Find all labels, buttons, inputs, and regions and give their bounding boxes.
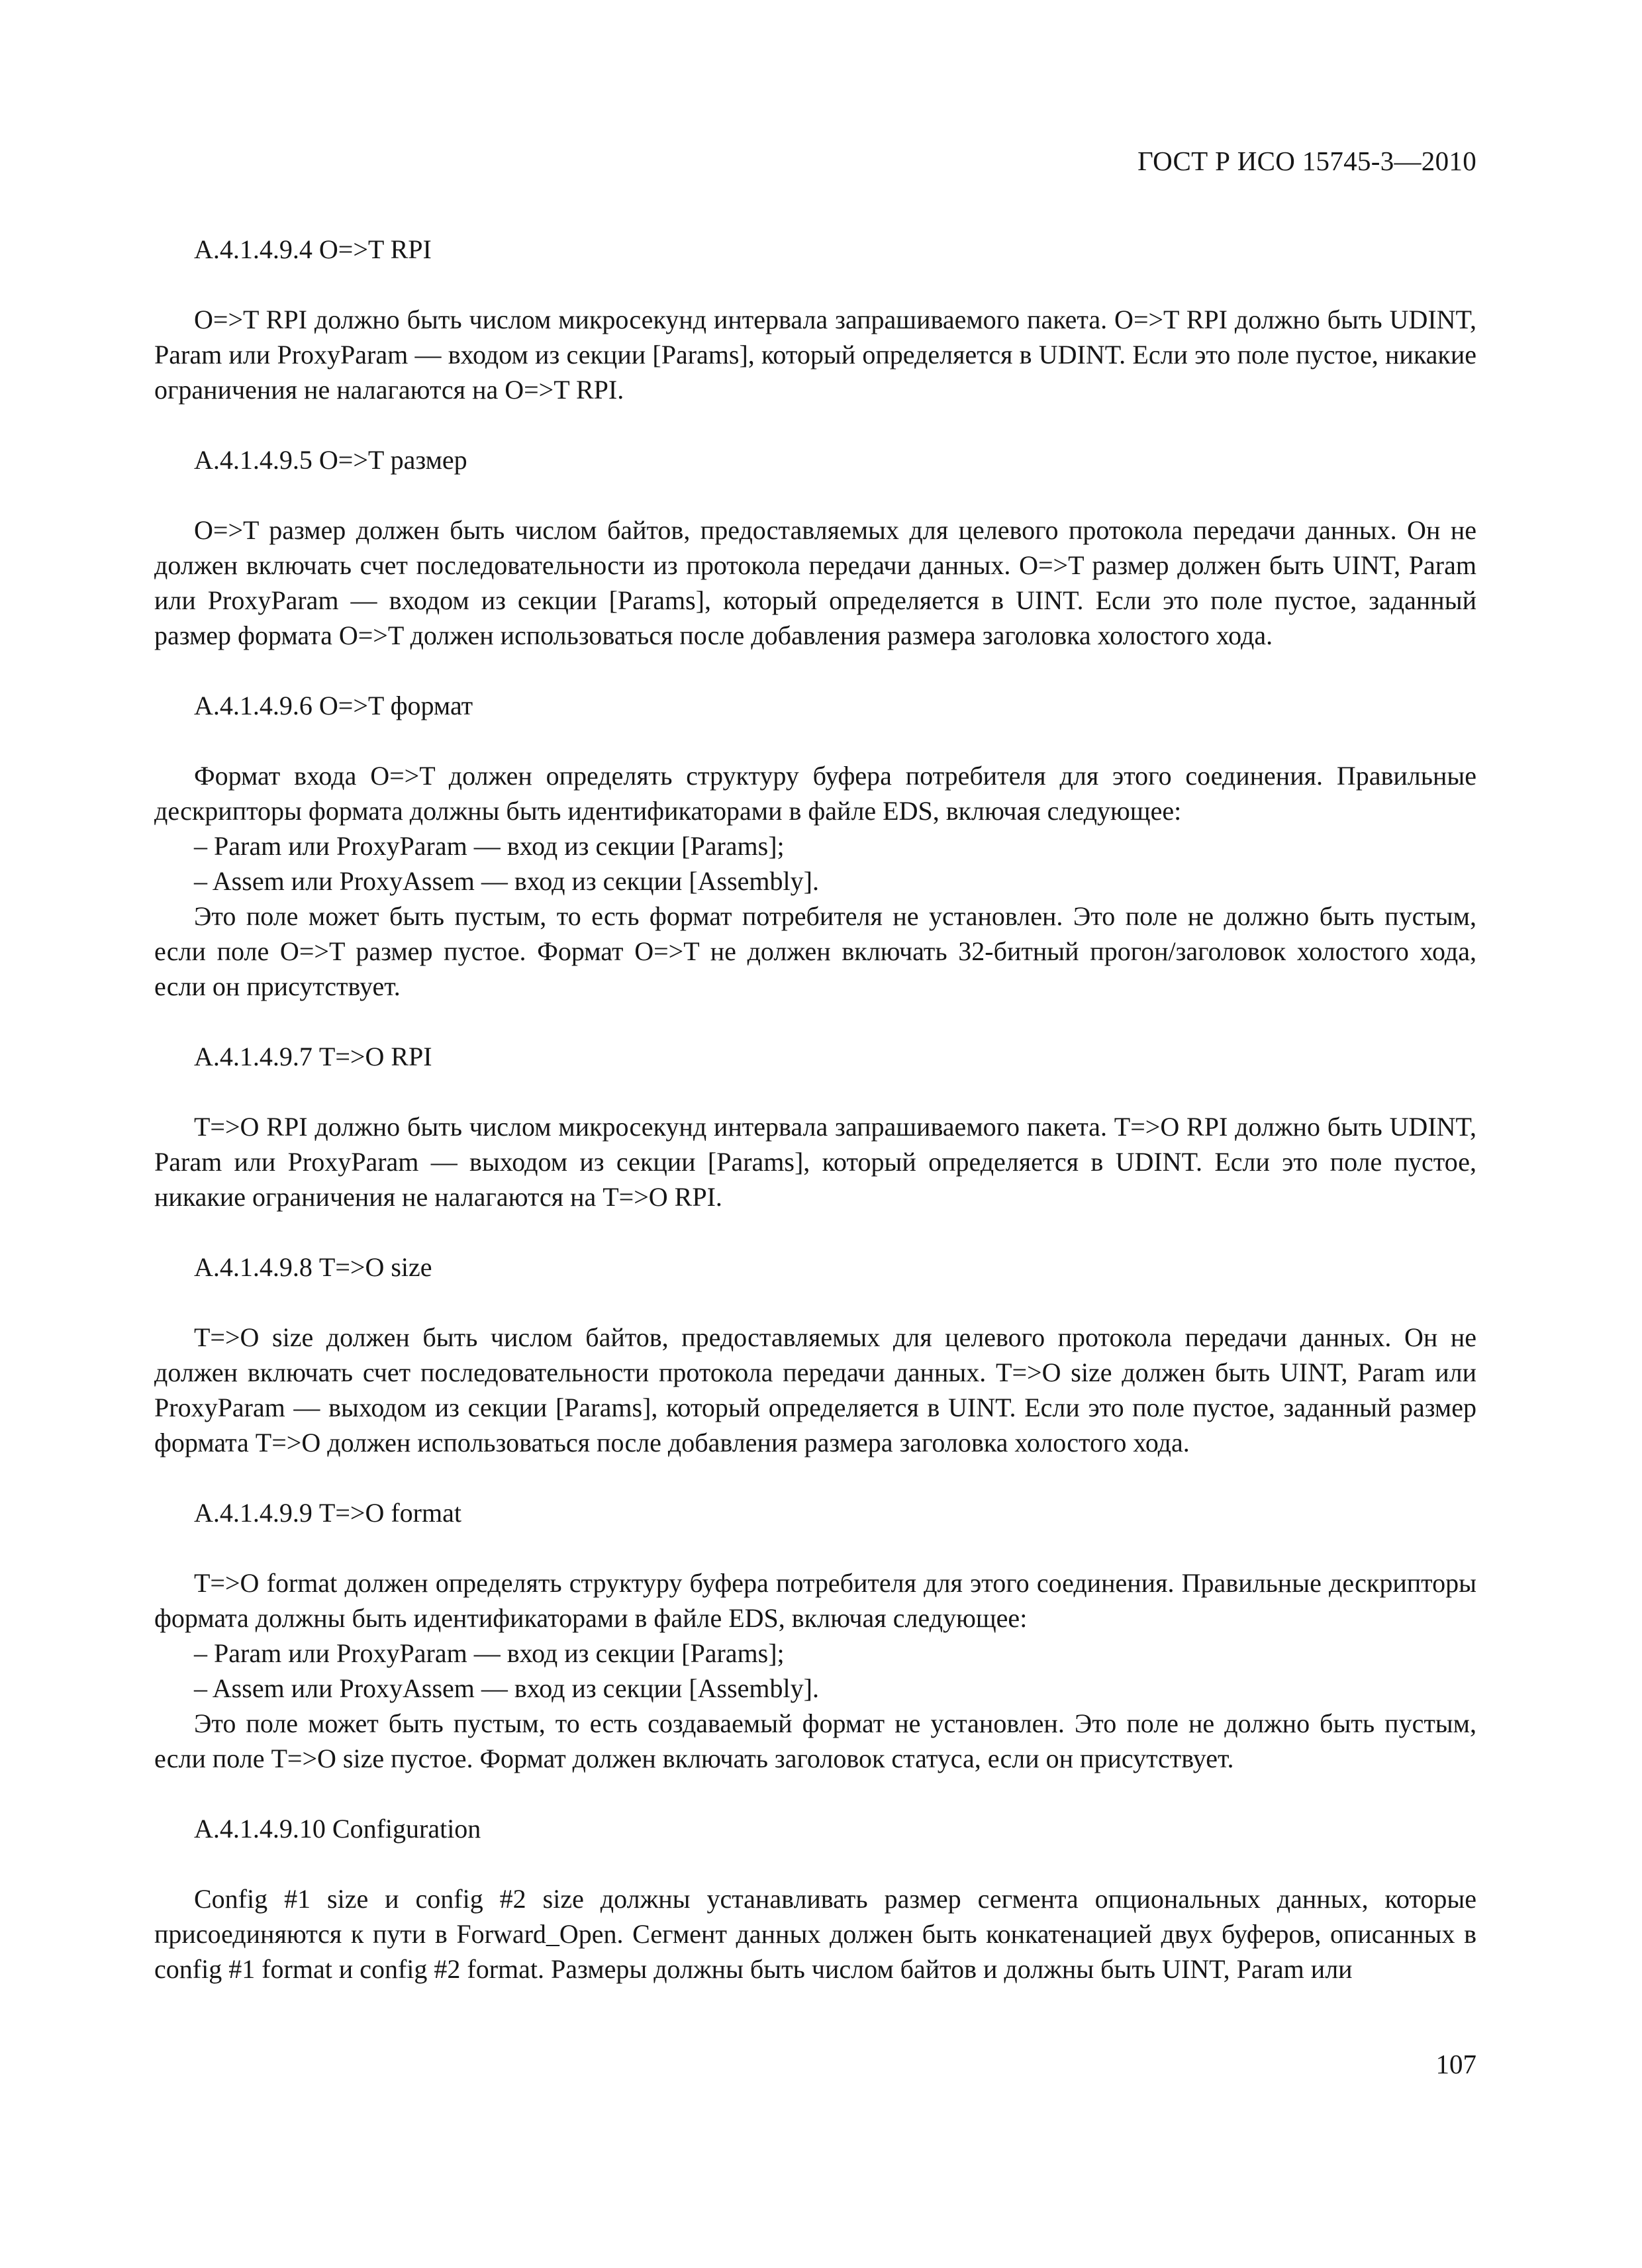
list-item: – Param или ProxyParam — вход из секции [Params]; bbox=[194, 831, 785, 861]
section-paragraph: Формат входа O=>T должен определять структуру буфера потребителя для этого соединения. Правильные дескрипторы формата должны быть идентификаторами в файле EDS, включая следующее: bbox=[154, 761, 1476, 826]
section-paragraph: T=>O format должен определять структуру буфера потребителя для этого соединения. Правильные дескрипторы формата должны быть идентификаторами в файле EDS, включая следующее: bbox=[154, 1568, 1476, 1633]
section-gap bbox=[154, 1214, 1476, 1250]
section-paragraph: Это поле может быть пустым, то есть формат потребителя не установлен. Это поле не должно быть пустым, если поле O=>T размер пустое. Формат O=>T не должен включать 32-битный прогон/заголовок холостого хода, если он присутствует. bbox=[154, 901, 1476, 1001]
list-item: – Assem или ProxyAssem — вход из секции [Assembly]. bbox=[194, 1673, 819, 1703]
section-gap bbox=[154, 1004, 1476, 1039]
section-gap bbox=[154, 407, 1476, 442]
section-heading: А.4.1.4.9.8 T=>O size bbox=[194, 1252, 432, 1282]
section-paragraph: O=>T RPI должно быть числом микросекунд интервала запрашиваемого пакета. O=>T RPI должно быть UDINT, Param или ProxyParam — входом из секции [Params], который определяется в UDINT. Если это поле пустое, никакие ограничения не налагаются на O=>T RPI. bbox=[154, 305, 1476, 405]
list-item: – Param или ProxyParam — вход из секции [Params]; bbox=[194, 1638, 785, 1668]
section-a414999 bbox=[154, 1495, 1476, 1776]
section-heading: А.4.1.4.9.4 O=>T RPI bbox=[194, 234, 432, 264]
section-paragraph: O=>T размер должен быть числом байтов, предоставляемых для целевого протокола передачи данных. Он не должен включать счет последовательности из протокола передачи данных. O=>T размер должен быть UINT, Param или ProxyParam — входом из секции [Params], который определяется в UINT. Если это поле пустое, заданный размер формата O=>T должен использоваться после добавления размера заголовка холостого хода. bbox=[154, 515, 1476, 650]
page-content bbox=[154, 232, 1476, 1987]
section-heading: А.4.1.4.9.6 O=>T формат bbox=[194, 691, 473, 720]
section-heading: А.4.1.4.9.9 T=>O format bbox=[194, 1498, 461, 1528]
section-a414997 bbox=[154, 1039, 1476, 1214]
section-paragraph: Это поле может быть пустым, то есть создаваемый формат не установлен. Это поле не должно быть пустым, если поле T=>O size пустое. Формат должен включать заголовок статуса, если он присутствует. bbox=[154, 1708, 1476, 1773]
section-gap bbox=[154, 1460, 1476, 1495]
section-heading: А.4.1.4.9.7 T=>O RPI bbox=[194, 1042, 432, 1071]
section-paragraph: T=>O RPI должно быть числом микросекунд интервала запрашиваемого пакета. T=>O RPI должно быть UDINT, Param или ProxyParam — выходом из секции [Params], который определяется в UDINT. Если это поле пустое, никакие ограничения не налагаются на T=>O RPI. bbox=[154, 1112, 1476, 1212]
section-paragraph: T=>O size должен быть числом байтов, предоставляемых для целевого протокола передачи данных. Он не должен включать счет последовательности протокола передачи данных. T=>O size должен быть UINT, Param или ProxyParam — выходом из секции [Params], который определяется в UINT. Если это поле пустое, заданный размер формата T=>O должен использоваться после добавления размера заголовка холостого хода. bbox=[154, 1322, 1476, 1457]
section-paragraph: Config #1 size и config #2 size должны устанавливать размер сегмента опциональных данных, которые присоединяются к пути в Forward_Open. Сегмент данных должен быть конкатенацией двух буферов, описанных в config #1 format и config #2 format. Размеры должны быть числом байтов и должны быть UINT, Param или bbox=[154, 1884, 1476, 1984]
section-a414996 bbox=[154, 688, 1476, 1004]
section-gap bbox=[154, 1776, 1476, 1811]
document-code: ГОСТ Р ИСО 15745-3—2010 bbox=[1137, 146, 1476, 176]
section-a414998 bbox=[154, 1250, 1476, 1460]
section-a4149910 bbox=[154, 1811, 1476, 1987]
section-a414995 bbox=[154, 442, 1476, 653]
page-number: 107 bbox=[1435, 2049, 1476, 2079]
section-heading: А.4.1.4.9.10 Configuration bbox=[194, 1814, 481, 1844]
section-gap bbox=[154, 653, 1476, 688]
section-a414994 bbox=[154, 232, 1476, 407]
section-heading: А.4.1.4.9.5 O=>T размер bbox=[194, 445, 467, 475]
list-item: – Assem или ProxyAssem — вход из секции [Assembly]. bbox=[194, 866, 819, 896]
